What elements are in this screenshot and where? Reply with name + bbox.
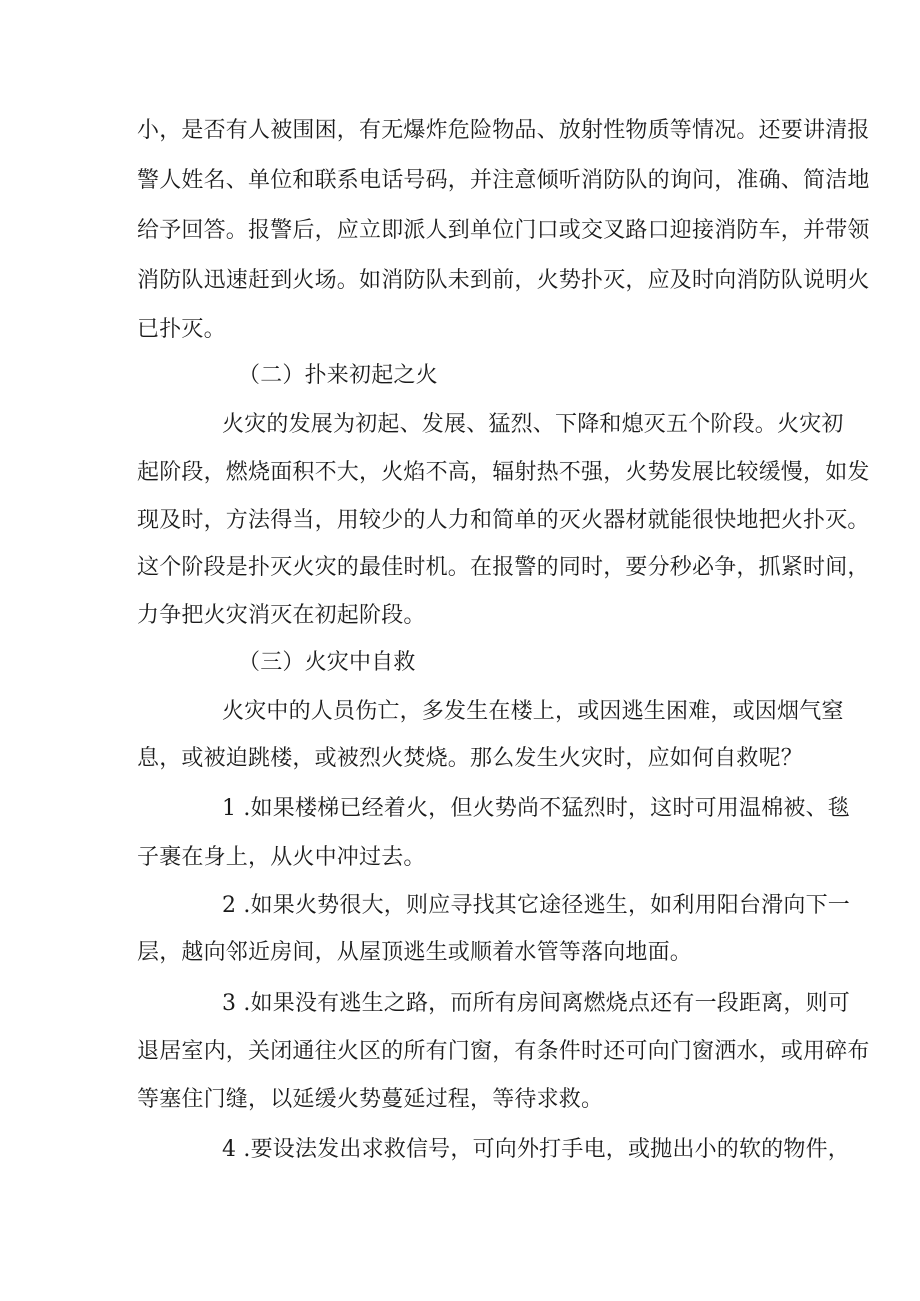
list-item-line: 2 .如果火势很大，则应寻找其它途径逃生，如利用阳台滑向下一: [222, 893, 850, 918]
list-item-line: 1 .如果楼梯已经着火，但火势尚不猛烈时，这时可用温棉被、毯: [222, 796, 850, 821]
paragraph-line: 火灾的发展为初起、发展、猛烈、下降和熄灭五个阶段。火灾初: [222, 412, 844, 437]
paragraph-line: 力争把火灾消灭在初起阶段。: [137, 603, 426, 628]
list-item-line: 子裹在身上，从火中冲过去。: [137, 845, 426, 870]
list-item-line: 层，越向邻近房间，从屋顶逃生或顺着水管等落向地面。: [137, 940, 693, 965]
list-item-line: 退居室内，关闭通往火区的所有门窗，有条件时还可向门窗洒水，或用碎布: [137, 1039, 870, 1064]
paragraph-line: 警人姓名、单位和联系电话号码，并注意倾听消防队的询问，准确、简洁地: [137, 168, 870, 193]
section-heading: （三）火灾中自救: [238, 650, 416, 675]
paragraph-line: 现及时，方法得当，用较少的人力和简单的灭火器材就能很快地把火扑灭。: [137, 508, 870, 533]
section-heading: （二）扑来初起之火: [238, 363, 438, 388]
list-item-line: 等塞住门缝，以延缓火势蔓延过程，等待求救。: [137, 1087, 604, 1112]
paragraph-line: 消防队迅速赶到火场。如消防队未到前，火势扑灭，应及时向消防队说明火: [137, 268, 870, 293]
paragraph-line: 小，是否有人被围困，有无爆炸危险物品、放射性物质等情况。还要讲清报: [137, 118, 870, 143]
paragraph-line: 起阶段，燃烧面积不大，火焰不高，辐射热不强，火势发展比较缓慢，如发: [137, 460, 870, 485]
paragraph-line: 这个阶段是扑灭火灾的最佳时机。在报警的同时，要分秒必争，抓紧时间，: [137, 555, 870, 580]
list-item-line: 4 .要设法发出求救信号，可向外打手电，或抛出小的软的物件，: [222, 1137, 850, 1162]
paragraph-line: 已扑灭。: [137, 317, 226, 342]
paragraph-line: 火灾中的人员伤亡，多发生在楼上，或因逃生困难，或因烟气窒: [222, 699, 844, 724]
paragraph-line: 给予回答。报警后，应立即派人到单位门口或交叉路口迎接消防车，并带领: [137, 218, 870, 243]
list-item-line: 3 .如果没有逃生之路，而所有房间离燃烧点还有一段距离，则可: [222, 991, 850, 1016]
paragraph-line: 息，或被迫跳楼，或被烈火焚烧。那么发生火灾时，应如何自救呢？: [137, 746, 804, 771]
